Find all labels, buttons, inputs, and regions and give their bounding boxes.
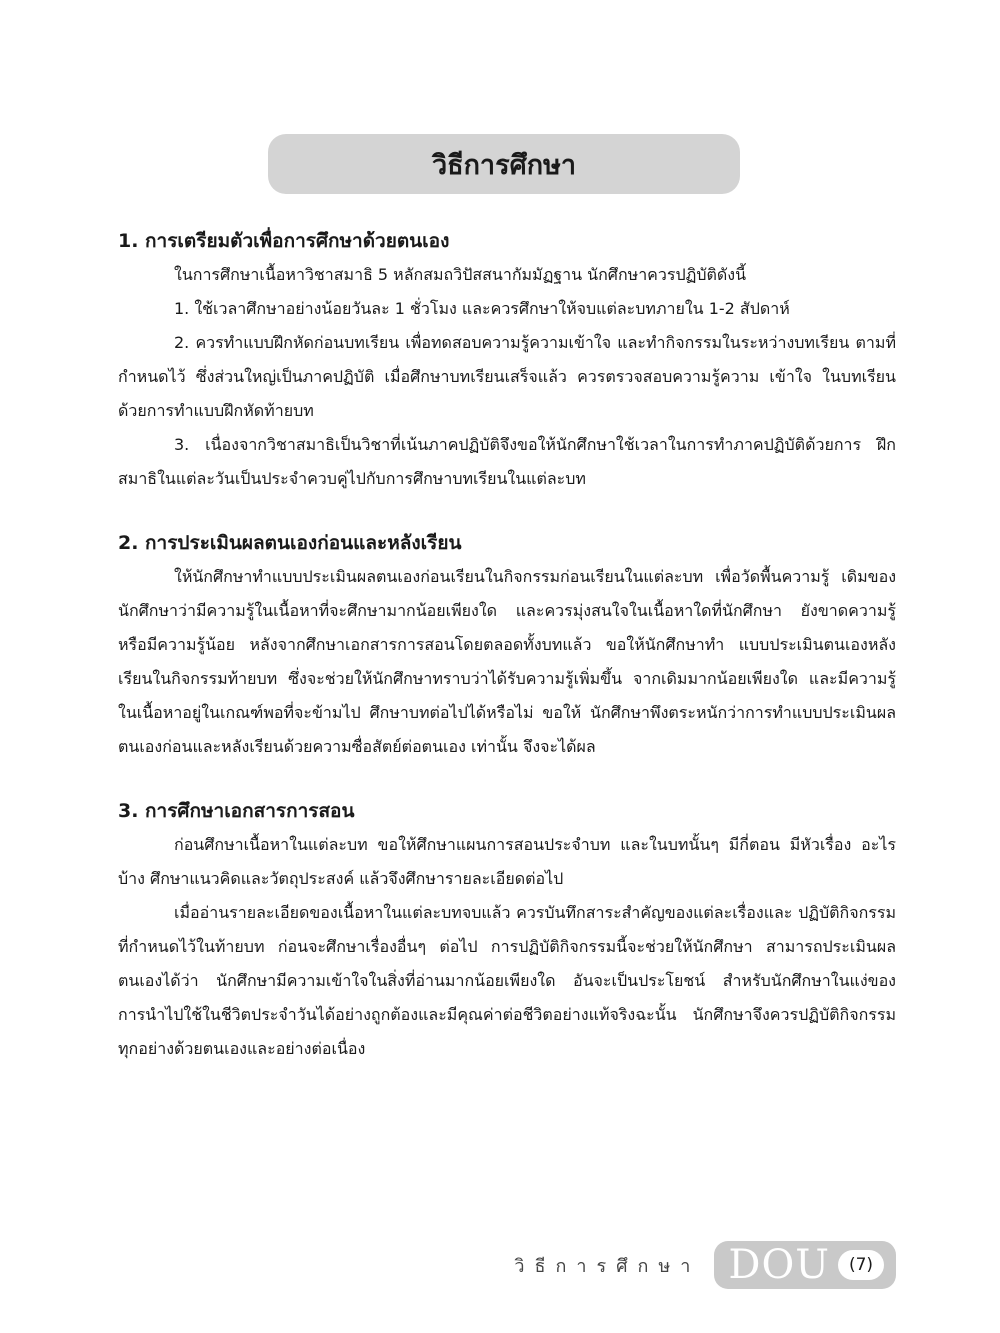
dou-logo: DOU — [728, 1242, 830, 1288]
document-body — [118, 226, 896, 1066]
section-heading: 2. การประเมินผลตนเองก่อนและหลังเรียน — [118, 532, 462, 554]
page-footer — [514, 1241, 896, 1289]
section-self-assessment — [118, 528, 896, 764]
section-teaching-documents — [118, 796, 896, 1066]
paragraph: ในการศึกษาเนื้อหาวิชาสมาธิ 5 หลักสมถวิปัสสนากัมมัฏฐาน นักศึกษาควรปฏิบัติดังนี้ — [174, 265, 747, 284]
section-preparation — [118, 226, 896, 496]
footer-label: วิธีการศึกษา — [514, 1255, 701, 1277]
section-heading: 3. การศึกษาเอกสารการสอน — [118, 800, 355, 822]
paragraph: 2. ควรทำแบบฝึกหัดก่อนบทเรียน เพื่อทดสอบความรู้ความเข้าใจ และทำกิจกรรมในระหว่างบทเรียน ตามที่กำหนดไว้ ซึ่งส่วนใหญ่เป็นภาคปฏิบัติ เมื่อศึกษาบทเรียนเสร็จแล้ว ควรตรวจสอบความรู้ความ เข้าใจ ในบทเรียน ด้วยการทำแบบฝึกหัดท้ายบท — [118, 333, 896, 420]
page-title-banner — [268, 134, 740, 194]
paragraph: 1. ใช้เวลาศึกษาอย่างน้อยวันละ 1 ชั่วโมง และควรศึกษาให้จบแต่ละบทภายใน 1-2 สัปดาห์ — [174, 299, 790, 318]
footer-badge — [714, 1241, 896, 1289]
paragraph: ให้นักศึกษาทำแบบประเมินผลตนเองก่อนเรียนในกิจกรรมก่อนเรียนในแต่ละบท เพื่อวัดพื้นความรู้ เดิมของนักศึกษาว่ามีความรู้ในเนื้อหาที่จะศึกษามากน้อยเพียงใด และควรมุ่งสนใจในเนื้อหาใดที่นักศึกษา ยังขาดความรู้หรือมีความรู้น้อย หลังจากศึกษาเอกสารการสอนโดยตลอดทั้งบทแล้ว ขอให้นักศึกษาทำ แบบประเมินตนเองหลังเรียนในกิจกรรมท้ายบท ซึ่งจะช่วยให้นักศึกษาทราบว่าได้รับความรู้เพิ่มขึ้น จากเดิมมากน้อยเพียงใด และมีความรู้ในเนื้อหาอยู่ในเกณฑ์พอที่จะข้ามไป ศึกษาบทต่อไปได้หรือไม่ ขอให้ นักศึกษาพึงตระหนักว่าการทำแบบประเมินผลตนเองก่อนและหลังเรียนด้วยความซื่อสัตย์ต่อตนเอง เท่านั้น จึงจะได้ผล — [118, 567, 896, 756]
section-heading: 1. การเตรียมตัวเพื่อการศึกษาด้วยตนเอง — [118, 230, 450, 252]
paragraph: เมื่ออ่านรายละเอียดของเนื้อหาในแต่ละบทจบแล้ว ควรบันทึกสาระสำคัญของแต่ละเรื่องและ ปฏิบัติกิจกรรมที่กำหนดไว้ในท้ายบท ก่อนจะศึกษาเรื่องอื่นๆ ต่อไป การปฏิบัติกิจกรรมนี้จะช่วยให้นักศึกษา สามารถประเมินผลตนเองได้ว่า นักศึกษามีความเข้าใจในสิ่งที่อ่านมากน้อยเพียงใด อันจะเป็นประโยชน์ สำหรับนักศึกษาในแง่ของการนำไปใช้ในชีวิตประจำวันได้อย่างถูกต้องและมีคุณค่าต่อชีวิตอย่างแท้จริงฉะนั้น นักศึกษาจึงควรปฏิบัติกิจกรรมทุกอย่างด้วยตนเองและอย่างต่อเนื่อง — [118, 903, 896, 1058]
page-title: วิธีการศึกษา — [431, 149, 577, 181]
paragraph: 3. เนื่องจากวิชาสมาธิเป็นวิชาที่เน้นภาคปฏิบัติจึงขอให้นักศึกษาใช้เวลาในการทำภาคปฏิบัติด้วยการ ฝึกสมาธิในแต่ละวันเป็นประจำควบคู่ไปกับการศึกษาบทเรียนในแต่ละบท — [118, 435, 896, 488]
page-number: (7) — [838, 1250, 884, 1280]
paragraph: ก่อนศึกษาเนื้อหาในแต่ละบท ขอให้ศึกษาแผนการสอนประจำบท และในบทนั้นๆ มีกี่ตอน มีหัวเรื่อง อะไรบ้าง ศึกษาแนวคิดและวัตถุประสงค์ แล้วจึงศึกษารายละเอียดต่อไป — [118, 835, 896, 888]
